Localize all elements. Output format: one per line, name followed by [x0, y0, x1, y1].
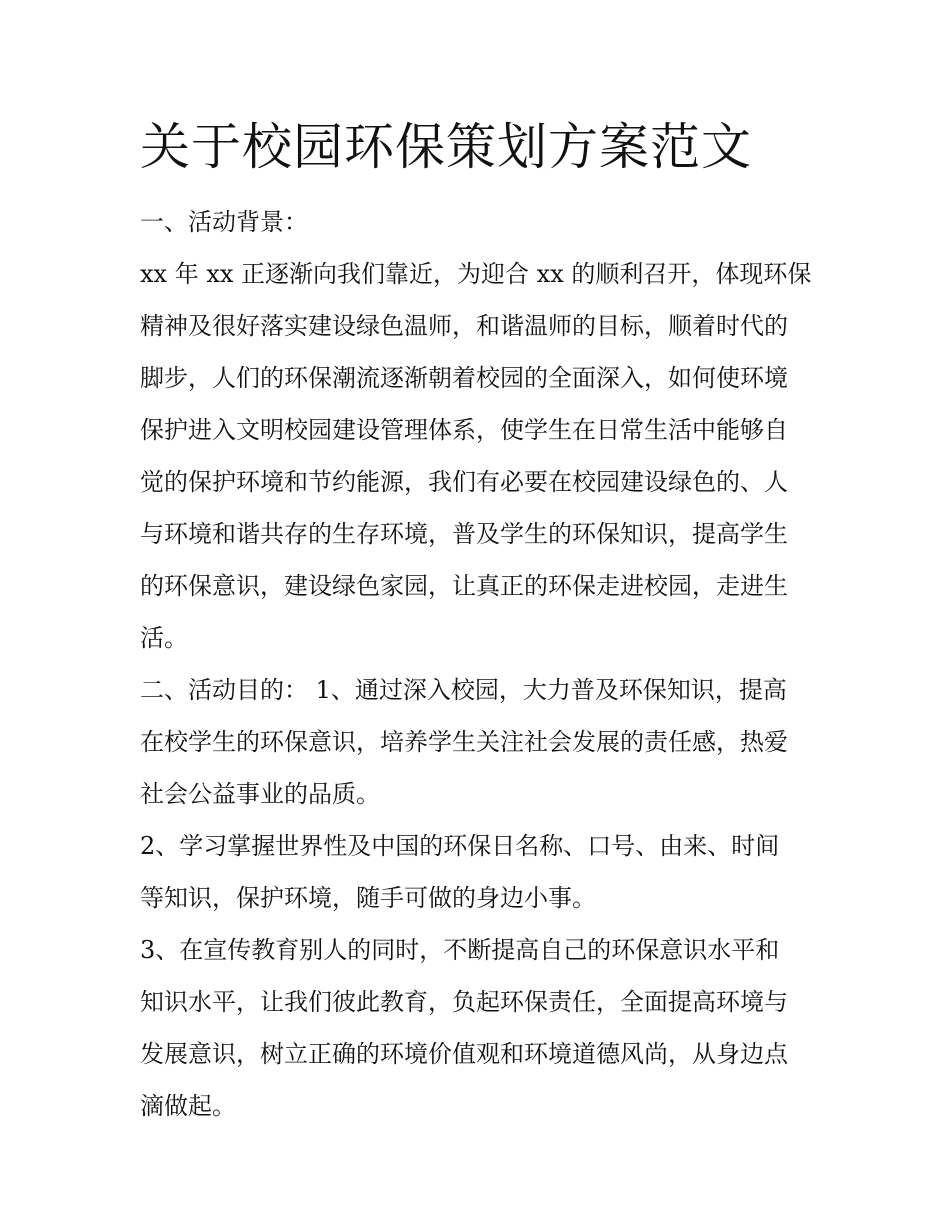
paragraph-line: 活。 — [140, 624, 188, 652]
paragraph-line: 与环境和谐共存的生存环境，普及学生的环保知识，提高学生 — [140, 520, 788, 548]
paragraph-line: 发展意识，树立正确的环境价值观和环境道德风尚，从身边点 — [140, 1040, 788, 1068]
paragraph-line: 社会公益事业的品质。 — [140, 780, 380, 808]
paragraph-line: 保护进入文明校园建设管理体系，使学生在日常生活中能够自 — [140, 416, 788, 444]
paragraph-line: 知识水平，让我们彼此教育，负起环保责任，全面提高环境与 — [140, 988, 788, 1016]
paragraph-line: 的环保意识，建设绿色家园，让真正的环保走进校园，走进生 — [140, 572, 788, 600]
paragraph-line: xx 年 xx 正逐渐向我们靠近，为迎合 xx 的顺利召开，体现环保 — [140, 260, 812, 288]
paragraph-line: 在校学生的环保意识，培养学生关注社会发展的责任感，热爱 — [140, 728, 788, 756]
paragraph-line: 脚步，人们的环保潮流逐渐朝着校园的全面深入，如何使环境 — [140, 364, 788, 392]
paragraph-line: 滴做起。 — [140, 1092, 236, 1120]
list-item-3: 3、在宣传教育别人的同时，不断提高自己的环保意识水平和 — [140, 936, 780, 964]
paragraph-line: 精神及很好落实建设绿色温师，和谐温师的目标，顺着时代的 — [140, 312, 788, 340]
paragraph-line: 觉的保护环境和节约能源，我们有必要在校园建设绿色的、人 — [140, 468, 788, 496]
section-heading-purpose: 二、活动目的： 1、通过深入校园，大力普及环保知识，提高 — [140, 676, 787, 704]
document-body — [140, 196, 830, 1132]
document-title: 关于校园环保策划方案范文 — [140, 118, 752, 176]
paragraph-line: 等知识，保护环境，随手可做的身边小事。 — [140, 884, 596, 912]
section-heading-background: 一、活动背景： — [140, 208, 308, 236]
list-item-2: 2、学习掌握世界性及中国的环保日名称、口号、由来、时间 — [140, 832, 780, 860]
